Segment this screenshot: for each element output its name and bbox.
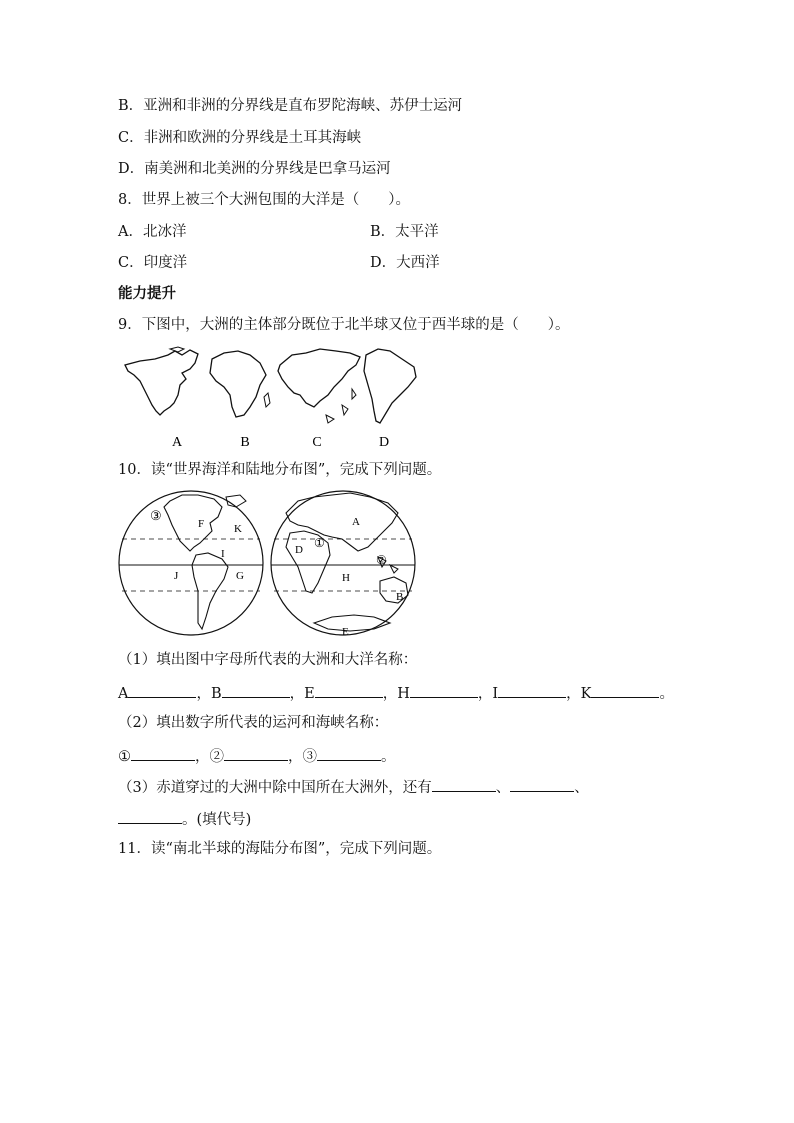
blank-k[interactable] (591, 682, 659, 698)
asia-outline (278, 349, 360, 407)
q10-part2-fill: ① ，② ，③ 。 (118, 745, 396, 767)
q8-option-c: C．印度洋 (118, 255, 188, 271)
q9-label-a: A (171, 435, 183, 450)
q11-stem: 11．读“南北半球的海陆分布图”，完成下列问题。 (118, 841, 442, 857)
map-label-circle2: ② (376, 553, 387, 567)
fill-label-b: B (210, 686, 222, 702)
map-label-i: I (221, 548, 225, 560)
q9-continents-figure (120, 345, 430, 450)
q10-part1-fill: A ，B ，E ，H ，I ，K 。 (118, 682, 674, 704)
blank-b[interactable] (222, 682, 290, 698)
blank-continent-2[interactable] (510, 776, 574, 792)
q8-option-a: A．北冰洋 (118, 224, 187, 240)
q9-stem: 9．下图中，大洲的主体部分既位于北半球又位于西半球的是（ ）。 (118, 317, 570, 333)
q9-label-d: D (378, 435, 390, 450)
africa-outline (210, 351, 266, 417)
map-label-k: K (234, 523, 242, 535)
antarctica-outline (314, 615, 390, 631)
eastern-hemisphere (271, 491, 415, 635)
blank-1[interactable] (131, 745, 195, 761)
q10-stem: 10．读“世界海洋和陆地分布图”，完成下列问题。 (118, 462, 442, 478)
western-hemisphere (119, 491, 263, 635)
fill-label-3: ③ (302, 749, 317, 765)
q8-option-d: D．大西洋 (370, 255, 440, 271)
fill-label-1: ① (118, 749, 131, 765)
map-label-g: G (236, 570, 244, 582)
map-label-f: F (198, 518, 205, 530)
q10-part2: （2）填出数字所代表的运河和海峡名称： (118, 715, 389, 731)
fill-label-a: A (118, 686, 129, 702)
q9-label-c: C (312, 435, 322, 450)
map-label-h: H (342, 572, 350, 584)
map-label-d: D (295, 544, 303, 556)
fill-label-k: K (580, 686, 592, 702)
blank-i[interactable] (498, 682, 566, 698)
q7-option-b: B．亚洲和非洲的分界线是直布罗陀海峡、苏伊士运河 (118, 98, 463, 114)
q7-option-d: D．南美洲和北美洲的分界线是巴拿马运河 (118, 161, 391, 177)
blank-h[interactable] (410, 682, 478, 698)
map-label-a: A (352, 516, 360, 528)
map-label-e: E (342, 626, 349, 638)
map-label-b: B (396, 591, 404, 603)
q8-options-row2 (118, 253, 440, 273)
q9-label-b: B (240, 435, 250, 450)
q8-stem: 8．世界上被三个大洲包围的大洋是（ ）。 (118, 192, 410, 208)
q8-options-row1 (118, 222, 439, 242)
q10-world-map (118, 487, 418, 639)
blank-3[interactable] (317, 745, 381, 761)
blank-a[interactable] (128, 682, 196, 698)
blank-e[interactable] (315, 682, 383, 698)
q8-option-b: B．太平洋 (370, 224, 439, 240)
q10-part3-cont: 。(填代号) (118, 808, 251, 830)
blank-2[interactable] (224, 745, 288, 761)
north-america-outline (125, 350, 198, 415)
americas-outline (164, 495, 222, 551)
south-america-outline (364, 349, 416, 423)
blank-continent-1[interactable] (432, 776, 496, 792)
map-label-circle3: ③ (150, 508, 162, 523)
fill-label-e: E (304, 686, 315, 702)
blank-continent-3[interactable] (118, 808, 182, 824)
map-label-circle1: ① (314, 536, 325, 550)
q10-part1: （1）填出图中字母所代表的大洲和大洋名称： (118, 652, 418, 668)
q10-part3: （3）赤道穿过的大洲中除中国所在大洲外，还有 、 、 (118, 776, 589, 798)
fill-label-i: I (492, 686, 499, 702)
fill-label-h: H (397, 686, 410, 702)
section-heading: 能力提升 (118, 286, 176, 302)
map-label-j: J (174, 570, 179, 582)
australia-outline (380, 577, 408, 603)
q7-option-c: C．非洲和欧洲的分界线是土耳其海峡 (118, 130, 362, 146)
fill-label-2: ② (209, 749, 224, 765)
